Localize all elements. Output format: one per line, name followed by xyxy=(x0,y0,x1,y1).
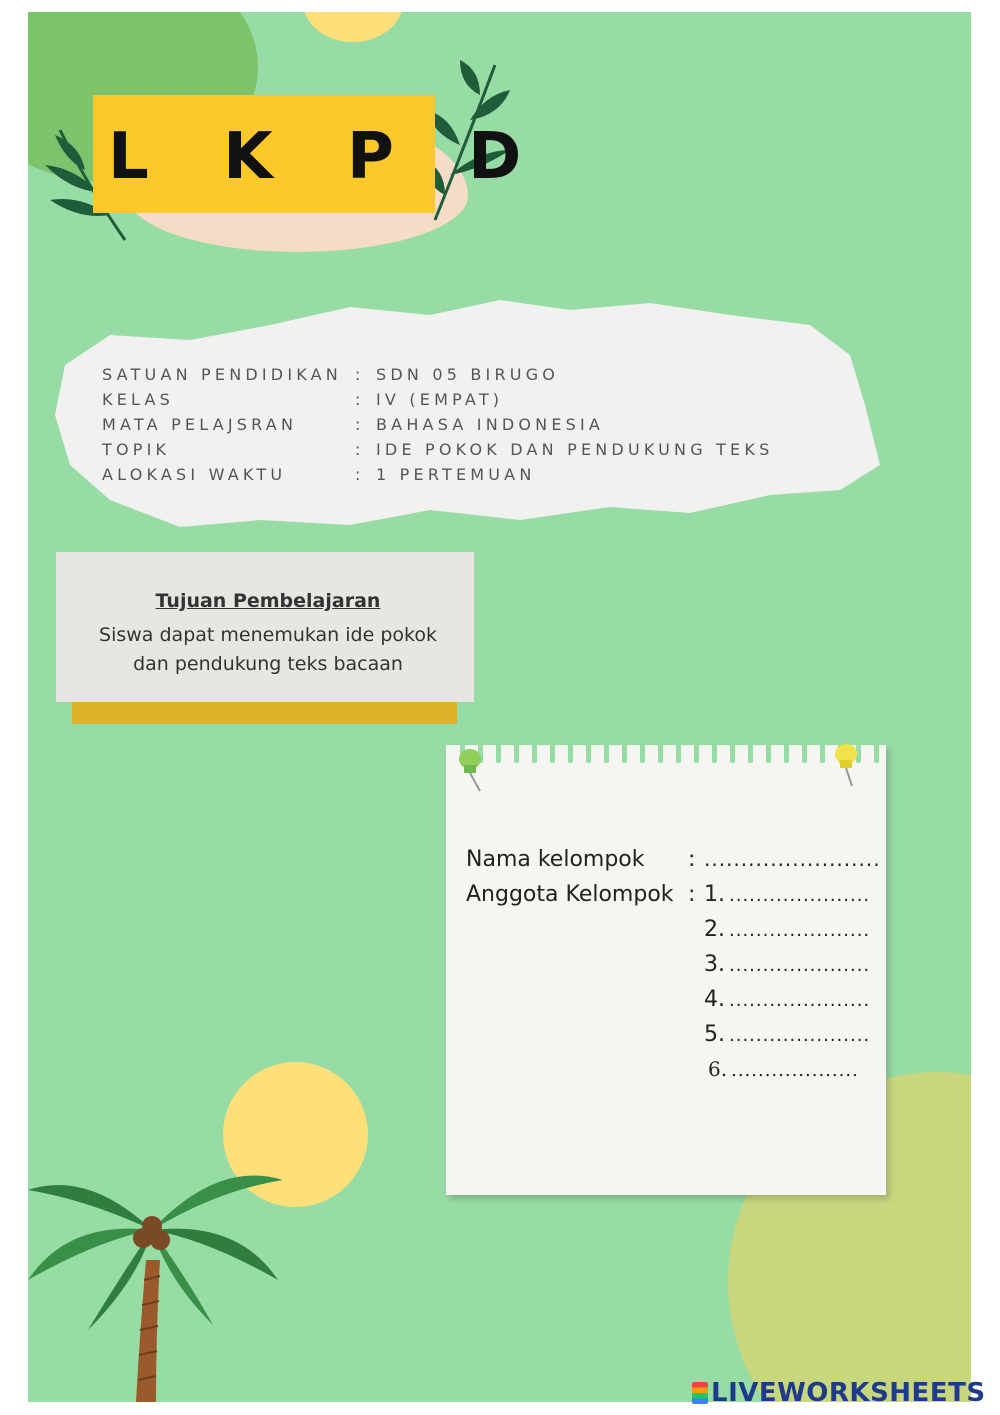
member-field[interactable] xyxy=(704,912,870,948)
member-num: 3. xyxy=(704,952,725,977)
anggota-colon: : xyxy=(688,882,696,907)
info-colon: : xyxy=(355,465,365,484)
member-field[interactable] xyxy=(704,947,870,983)
member-dots: ..................... xyxy=(729,955,871,976)
member-dots: ..................... xyxy=(729,990,871,1011)
liveworksheets-logo xyxy=(692,1378,986,1408)
liveworksheets-icon xyxy=(692,1382,708,1404)
info-colon: : xyxy=(355,440,365,459)
sun-top xyxy=(303,12,403,42)
member-num: 2. xyxy=(704,917,725,942)
palm-tree-icon xyxy=(28,1130,288,1402)
info-label: MATA PELAJSRAN xyxy=(102,415,298,434)
member-num: 6. xyxy=(708,1057,728,1081)
info-colon: : xyxy=(355,415,365,434)
member-field[interactable] xyxy=(704,877,870,913)
info-value: 1 PERTEMUAN xyxy=(376,465,536,484)
info-label: TOPIK xyxy=(102,440,171,459)
info-colon: : xyxy=(355,365,365,384)
tujuan-title: Tujuan Pembelajaran xyxy=(155,590,381,612)
member-num: 4. xyxy=(704,987,725,1012)
tujuan-line: dan pendukung teks bacaan xyxy=(133,653,403,675)
info-label: SATUAN PENDIDIKAN xyxy=(102,365,342,384)
page-title: L K P D xyxy=(108,120,548,194)
member-dots: ..................... xyxy=(729,1025,871,1046)
member-dots: ................... xyxy=(731,1060,859,1081)
pushpin-green-icon xyxy=(450,745,490,795)
nama-label: Nama kelompok xyxy=(466,847,645,872)
anggota-label: Anggota Kelompok xyxy=(466,882,674,907)
nama-field[interactable]: ........................ xyxy=(704,847,881,871)
info-value: BAHASA INDONESIA xyxy=(376,415,605,434)
info-value: IDE POKOK DAN PENDUKUNG TEKS xyxy=(376,440,774,459)
pushpin-yellow-icon xyxy=(826,740,866,790)
tujuan-body xyxy=(56,621,480,679)
member-dots: ..................... xyxy=(729,885,871,906)
liveworksheets-text: LIVEWORKSHEETS xyxy=(711,1378,986,1408)
member-field[interactable] xyxy=(704,1017,870,1053)
spiral-holes xyxy=(446,741,886,767)
member-field[interactable] xyxy=(708,1052,859,1088)
member-dots: ..................... xyxy=(729,920,871,941)
member-num: 5. xyxy=(704,1022,725,1047)
tujuan-line: Siswa dapat menemukan ide pokok xyxy=(99,624,437,646)
info-colon: : xyxy=(355,390,365,409)
info-label: KELAS xyxy=(102,390,174,409)
nama-colon: : xyxy=(688,847,696,872)
info-value: SDN 05 BIRUGO xyxy=(376,365,560,384)
info-value: IV (EMPAT) xyxy=(376,390,504,409)
member-field[interactable] xyxy=(704,982,870,1018)
member-num: 1. xyxy=(704,882,725,907)
info-label: ALOKASI WAKTU xyxy=(102,465,287,484)
